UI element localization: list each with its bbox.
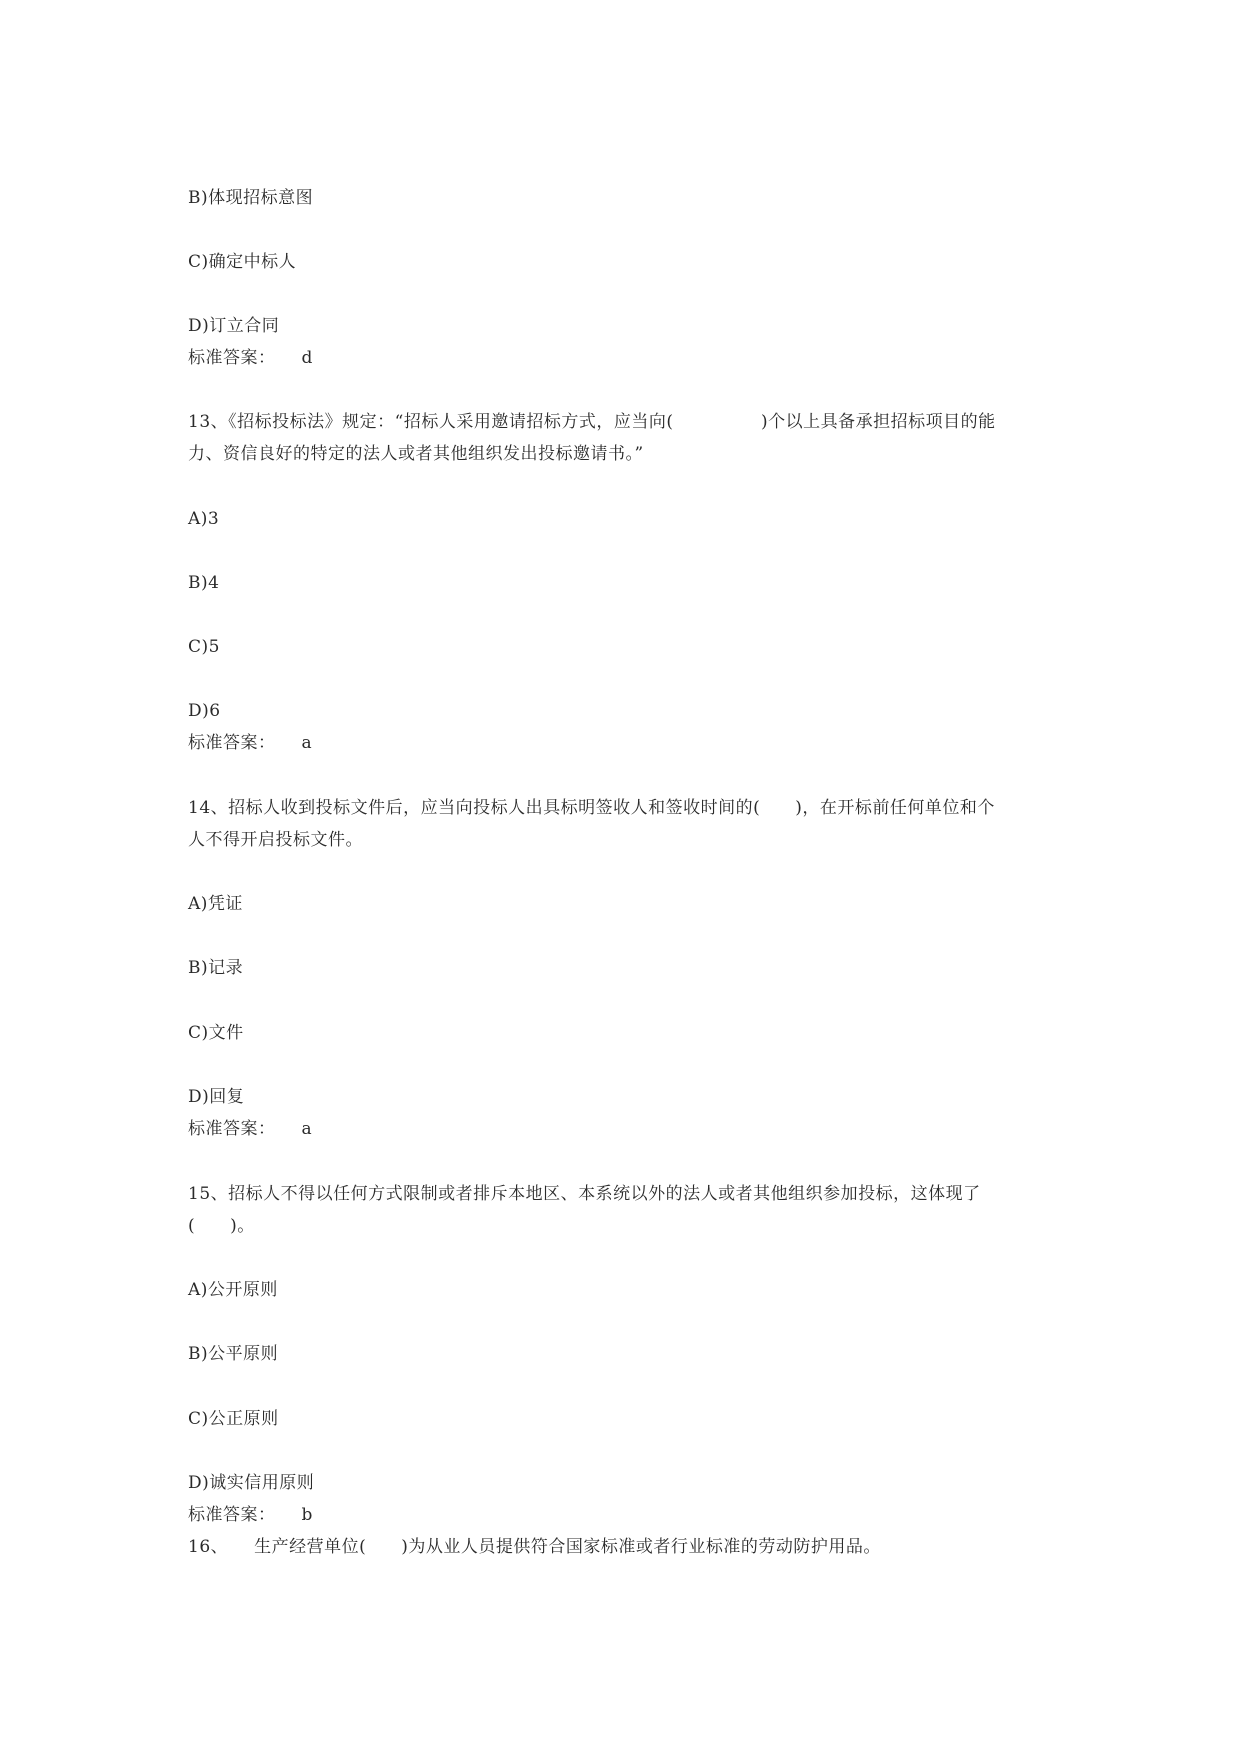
q15-option-d: D)诚实信用原则	[188, 1473, 315, 1493]
answer-value: a	[301, 1119, 313, 1139]
q14-stem-line2: 人不得开启投标文件。	[188, 830, 363, 850]
q14-option-d: D)回复	[188, 1087, 245, 1107]
q15-option-a: A)公开原则	[188, 1280, 278, 1300]
answer-label: 标准答案：	[188, 348, 276, 368]
answer-label: 标准答案：	[188, 1505, 276, 1525]
q16-text: 生产经营单位( )为从业人员提供符合国家标准或者行业标准的劳动防护用品。	[254, 1537, 881, 1557]
q13-stem-line2: 力、资信良好的特定的法人或者其他组织发出投标邀请书。”	[188, 444, 644, 464]
q16-number: 16、	[188, 1537, 229, 1557]
answer-value: d	[301, 348, 313, 368]
q15-option-c: C)公正原则	[188, 1409, 279, 1429]
q14-option-a: A)凭证	[188, 894, 243, 914]
q13-option-a: A)3	[188, 509, 220, 529]
q12-option-b: B)体现招标意图	[188, 188, 314, 208]
answer-value: b	[301, 1505, 313, 1525]
q13-option-b: B)4	[188, 573, 220, 593]
q14-answer	[188, 1118, 312, 1140]
q16-stem	[188, 1536, 881, 1558]
q12-option-d: D)订立合同	[188, 316, 280, 336]
q12-answer	[188, 347, 313, 369]
q14-option-c: C)文件	[188, 1023, 244, 1043]
q15-answer	[188, 1504, 313, 1526]
q12-option-c: C)确定中标人	[188, 252, 297, 272]
q14-option-b: B)记录	[188, 958, 244, 978]
answer-value: a	[301, 733, 313, 753]
answer-label: 标准答案：	[188, 1119, 276, 1139]
q13-option-d: D)6	[188, 701, 221, 721]
q14-stem-line1: 14、招标人收到投标文件后，应当向投标人出具标明签收人和签收时间的( )，在开标前任何单位和个	[188, 798, 995, 818]
q13-stem-line1: 13、《招标投标法》规定：“招标人采用邀请招标方式，应当向( )个以上具备承担招标项目的能	[188, 412, 996, 432]
q13-answer	[188, 732, 312, 754]
answer-label: 标准答案：	[188, 733, 276, 753]
q15-stem-line2: ( )。	[188, 1216, 255, 1236]
q15-stem-line1: 15、招标人不得以任何方式限制或者排斥本地区、本系统以外的法人或者其他组织参加投标，这体现了	[188, 1184, 981, 1204]
q13-option-c: C)5	[188, 637, 220, 657]
q15-option-b: B)公平原则	[188, 1344, 279, 1364]
